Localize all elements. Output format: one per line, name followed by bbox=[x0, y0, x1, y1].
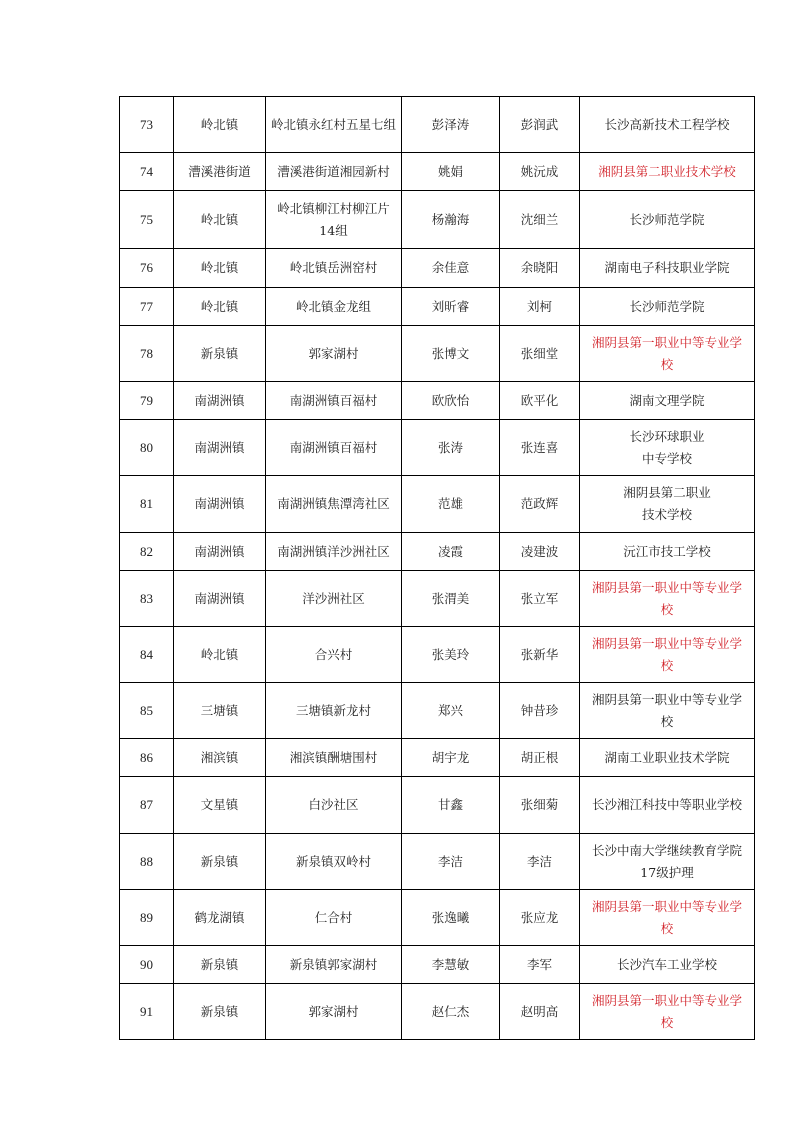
cell-student: 张博文 bbox=[402, 326, 500, 382]
cell-address: 新泉镇郭家湖村 bbox=[266, 946, 402, 984]
cell-address: 岭北镇永红村五星七组 bbox=[266, 97, 402, 153]
cell-guardian: 刘柯 bbox=[500, 288, 580, 326]
cell-guardian: 彭润武 bbox=[500, 97, 580, 153]
cell-school: 湘阴县第一职业中等专业学 校 bbox=[580, 326, 755, 382]
cell-school: 长沙师范学院 bbox=[580, 288, 755, 326]
table-row bbox=[120, 777, 755, 834]
cell-school: 湖南工业职业技术学院 bbox=[580, 739, 755, 777]
student-table bbox=[119, 96, 755, 1040]
cell-student: 范雄 bbox=[402, 476, 500, 533]
cell-student: 甘鑫 bbox=[402, 777, 500, 834]
cell-town: 新泉镇 bbox=[174, 946, 266, 984]
cell-school: 湘阴县第二职业技术学校 bbox=[580, 153, 755, 191]
table-row bbox=[120, 191, 755, 249]
cell-town: 新泉镇 bbox=[174, 834, 266, 890]
cell-address: 岭北镇岳洲窑村 bbox=[266, 249, 402, 288]
cell-number: 84 bbox=[120, 627, 174, 683]
cell-student: 李洁 bbox=[402, 834, 500, 890]
cell-number: 90 bbox=[120, 946, 174, 984]
cell-school: 湖南电子科技职业学院 bbox=[580, 249, 755, 288]
cell-town: 湘滨镇 bbox=[174, 739, 266, 777]
cell-town: 南湖洲镇 bbox=[174, 476, 266, 533]
cell-town: 南湖洲镇 bbox=[174, 382, 266, 420]
cell-number: 81 bbox=[120, 476, 174, 533]
cell-address: 南湖洲镇百福村 bbox=[266, 382, 402, 420]
cell-student: 郑兴 bbox=[402, 683, 500, 739]
cell-number: 88 bbox=[120, 834, 174, 890]
cell-guardian: 张新华 bbox=[500, 627, 580, 683]
cell-address: 三塘镇新龙村 bbox=[266, 683, 402, 739]
cell-student: 李慧敏 bbox=[402, 946, 500, 984]
cell-guardian: 张连喜 bbox=[500, 420, 580, 476]
table-row bbox=[120, 249, 755, 288]
cell-student: 胡宇龙 bbox=[402, 739, 500, 777]
cell-student: 欧欣怡 bbox=[402, 382, 500, 420]
table-row bbox=[120, 984, 755, 1040]
cell-town: 三塘镇 bbox=[174, 683, 266, 739]
cell-guardian: 赵明高 bbox=[500, 984, 580, 1040]
table-row bbox=[120, 97, 755, 153]
cell-town: 岭北镇 bbox=[174, 191, 266, 249]
cell-guardian: 范政辉 bbox=[500, 476, 580, 533]
cell-guardian: 张细菊 bbox=[500, 777, 580, 834]
cell-student: 张美玲 bbox=[402, 627, 500, 683]
table-row bbox=[120, 153, 755, 191]
table-row bbox=[120, 834, 755, 890]
table-row bbox=[120, 288, 755, 326]
cell-guardian: 胡正根 bbox=[500, 739, 580, 777]
cell-town: 岭北镇 bbox=[174, 288, 266, 326]
cell-town: 岭北镇 bbox=[174, 249, 266, 288]
cell-town: 新泉镇 bbox=[174, 984, 266, 1040]
table-row bbox=[120, 627, 755, 683]
cell-number: 80 bbox=[120, 420, 174, 476]
cell-number: 76 bbox=[120, 249, 174, 288]
cell-address: 郭家湖村 bbox=[266, 984, 402, 1040]
cell-guardian: 张细堂 bbox=[500, 326, 580, 382]
cell-number: 73 bbox=[120, 97, 174, 153]
cell-student: 杨瀚海 bbox=[402, 191, 500, 249]
cell-number: 74 bbox=[120, 153, 174, 191]
cell-address: 岭北镇柳江村柳江片 14组 bbox=[266, 191, 402, 249]
cell-school: 长沙高新技术工程学校 bbox=[580, 97, 755, 153]
table-row bbox=[120, 739, 755, 777]
cell-number: 87 bbox=[120, 777, 174, 834]
cell-number: 86 bbox=[120, 739, 174, 777]
table-row bbox=[120, 420, 755, 476]
cell-guardian: 凌建波 bbox=[500, 533, 580, 571]
cell-number: 79 bbox=[120, 382, 174, 420]
cell-address: 郭家湖村 bbox=[266, 326, 402, 382]
cell-guardian: 李洁 bbox=[500, 834, 580, 890]
cell-number: 91 bbox=[120, 984, 174, 1040]
cell-school: 湘阴县第一职业中等专业学 校 bbox=[580, 627, 755, 683]
table-row bbox=[120, 683, 755, 739]
cell-school: 长沙环球职业 中专学校 bbox=[580, 420, 755, 476]
table-row bbox=[120, 326, 755, 382]
cell-guardian: 李军 bbox=[500, 946, 580, 984]
cell-student: 张涛 bbox=[402, 420, 500, 476]
cell-number: 75 bbox=[120, 191, 174, 249]
table-row bbox=[120, 382, 755, 420]
cell-guardian: 欧平化 bbox=[500, 382, 580, 420]
cell-address: 湘滨镇酬塘围村 bbox=[266, 739, 402, 777]
cell-address: 南湖洲镇百福村 bbox=[266, 420, 402, 476]
cell-guardian: 张应龙 bbox=[500, 890, 580, 946]
cell-town: 岭北镇 bbox=[174, 627, 266, 683]
cell-number: 89 bbox=[120, 890, 174, 946]
cell-address: 合兴村 bbox=[266, 627, 402, 683]
cell-address: 仁合村 bbox=[266, 890, 402, 946]
cell-school: 沅江市技工学校 bbox=[580, 533, 755, 571]
cell-school: 湖南文理学院 bbox=[580, 382, 755, 420]
cell-school: 湘阴县第一职业中等专业学 校 bbox=[580, 984, 755, 1040]
cell-school: 长沙师范学院 bbox=[580, 191, 755, 249]
cell-number: 85 bbox=[120, 683, 174, 739]
cell-town: 南湖洲镇 bbox=[174, 571, 266, 627]
table-row bbox=[120, 476, 755, 533]
cell-student: 凌霞 bbox=[402, 533, 500, 571]
cell-guardian: 余晓阳 bbox=[500, 249, 580, 288]
cell-town: 漕溪港街道 bbox=[174, 153, 266, 191]
cell-guardian: 沈细兰 bbox=[500, 191, 580, 249]
cell-guardian: 姚沅成 bbox=[500, 153, 580, 191]
cell-student: 张逸曦 bbox=[402, 890, 500, 946]
cell-student: 赵仁杰 bbox=[402, 984, 500, 1040]
cell-address: 岭北镇金龙组 bbox=[266, 288, 402, 326]
cell-address: 白沙社区 bbox=[266, 777, 402, 834]
cell-address: 漕溪港街道湘园新村 bbox=[266, 153, 402, 191]
table-row bbox=[120, 533, 755, 571]
cell-student: 刘昕睿 bbox=[402, 288, 500, 326]
cell-town: 南湖洲镇 bbox=[174, 420, 266, 476]
cell-school: 长沙汽车工业学校 bbox=[580, 946, 755, 984]
table-row bbox=[120, 571, 755, 627]
cell-town: 南湖洲镇 bbox=[174, 533, 266, 571]
cell-address: 南湖洲镇洋沙洲社区 bbox=[266, 533, 402, 571]
cell-number: 83 bbox=[120, 571, 174, 627]
cell-school: 长沙中南大学继续教育学院 17级护理 bbox=[580, 834, 755, 890]
cell-number: 78 bbox=[120, 326, 174, 382]
cell-student: 张渭美 bbox=[402, 571, 500, 627]
cell-address: 洋沙洲社区 bbox=[266, 571, 402, 627]
table-row bbox=[120, 890, 755, 946]
cell-number: 77 bbox=[120, 288, 174, 326]
cell-address: 南湖洲镇焦潭湾社区 bbox=[266, 476, 402, 533]
cell-school: 湘阴县第一职业中等专业学 校 bbox=[580, 571, 755, 627]
cell-guardian: 张立军 bbox=[500, 571, 580, 627]
cell-school: 湘阴县第一职业中等专业学 校 bbox=[580, 890, 755, 946]
cell-school: 湘阴县第二职业 技术学校 bbox=[580, 476, 755, 533]
cell-guardian: 钟昔珍 bbox=[500, 683, 580, 739]
cell-town: 鹤龙湖镇 bbox=[174, 890, 266, 946]
cell-address: 新泉镇双岭村 bbox=[266, 834, 402, 890]
cell-number: 82 bbox=[120, 533, 174, 571]
cell-town: 岭北镇 bbox=[174, 97, 266, 153]
cell-student: 姚娟 bbox=[402, 153, 500, 191]
cell-school: 湘阴县第一职业中等专业学 校 bbox=[580, 683, 755, 739]
cell-student: 余佳意 bbox=[402, 249, 500, 288]
table-row bbox=[120, 946, 755, 984]
cell-school: 长沙湘江科技中等职业学校 bbox=[580, 777, 755, 834]
cell-student: 彭泽涛 bbox=[402, 97, 500, 153]
cell-town: 文星镇 bbox=[174, 777, 266, 834]
cell-town: 新泉镇 bbox=[174, 326, 266, 382]
